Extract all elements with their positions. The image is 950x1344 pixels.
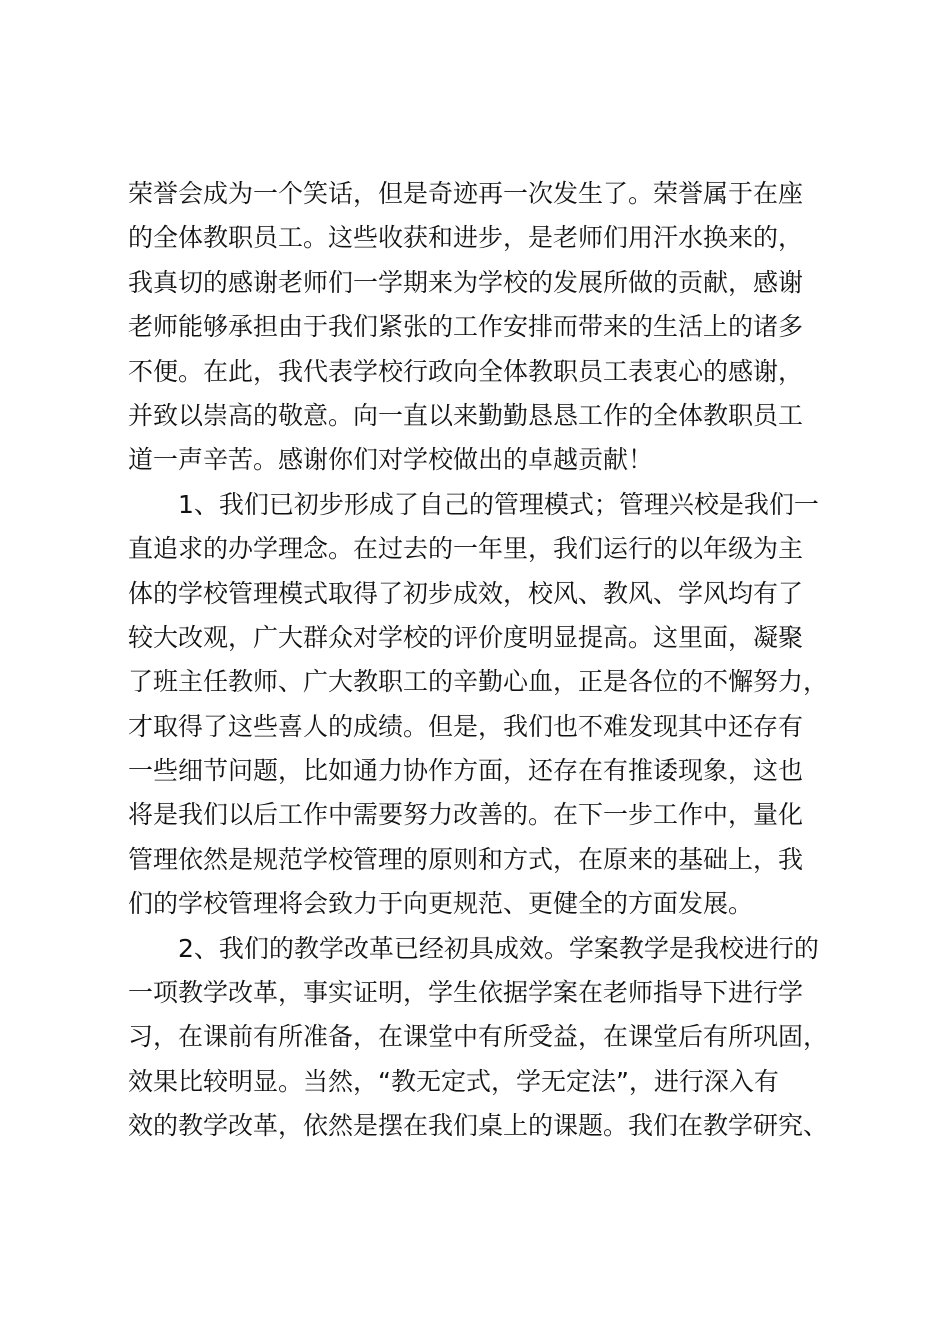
text-line: 直追求的办学理念。在过去的一年里，我们运行的以年级为主 <box>128 534 804 564</box>
paragraph-2-start: 2、我们的教学改革已经初具成效。学案教学是我校进行的 <box>178 933 819 963</box>
text-line: 较大改观，广大群众对学校的评价度明显提高。这里面，凝聚 <box>128 622 804 652</box>
text-line: 并致以崇高的敬意。向一直以来勤勤恳恳工作的全体教职员工 <box>128 400 804 430</box>
text-line: 效的教学改革，依然是摆在我们桌上的课题。我们在教学研究、 <box>128 1111 829 1141</box>
text-line: 将是我们以后工作中需要努力改善的。在下一步工作中，量化 <box>128 800 804 830</box>
text-line: 一项教学改革，事实证明，学生依据学案在老师指导下进行学 <box>128 978 804 1008</box>
text-line: 们的学校管理将会致力于向更规范、更健全的方面发展。 <box>128 889 754 919</box>
text-line: 一些细节问题，比如通力协作方面，还存在有推诿现象，这也 <box>128 756 804 786</box>
text-line: 荣誉会成为一个笑话，但是奇迹再一次发生了。荣誉属于在座 <box>128 179 804 208</box>
text-line: 效果比较明显。当然，“教无定式，学无定法”，进行深入有 <box>128 1066 779 1096</box>
text-line: 的全体教职员工。这些收获和进步，是老师们用汗水换来的， <box>128 223 804 253</box>
text-line: 老师能够承担由于我们紧张的工作安排而带来的生活上的诸多 <box>128 312 804 342</box>
text-line: 体的学校管理模式取得了初步成效，校风、教风、学风均有了 <box>128 578 804 608</box>
text-line: 不便。在此，我代表学校行政向全体教职员工表衷心的感谢， <box>128 356 804 386</box>
text-line: 管理依然是规范学校管理的原则和方式，在原来的基础上，我 <box>128 844 804 874</box>
text-line: 习，在课前有所准备，在课堂中有所受益，在课堂后有所巩固， <box>128 1022 829 1052</box>
paragraph-1-start: 1、我们已初步形成了自己的管理模式；管理兴校是我们一 <box>178 489 819 519</box>
body-text <box>128 172 838 1149</box>
text-line: 了班主任教师、广大教职工的辛勤心血，正是各位的不懈努力， <box>128 667 829 697</box>
text-line: 我真切的感谢老师们一学期来为学校的发展所做的贡献，感谢 <box>128 267 804 297</box>
text-line: 道一声辛苦。感谢你们对学校做出的卓越贡献！ <box>128 445 654 475</box>
text-line: 才取得了这些喜人的成绩。但是，我们也不难发现其中还存有 <box>128 711 804 741</box>
